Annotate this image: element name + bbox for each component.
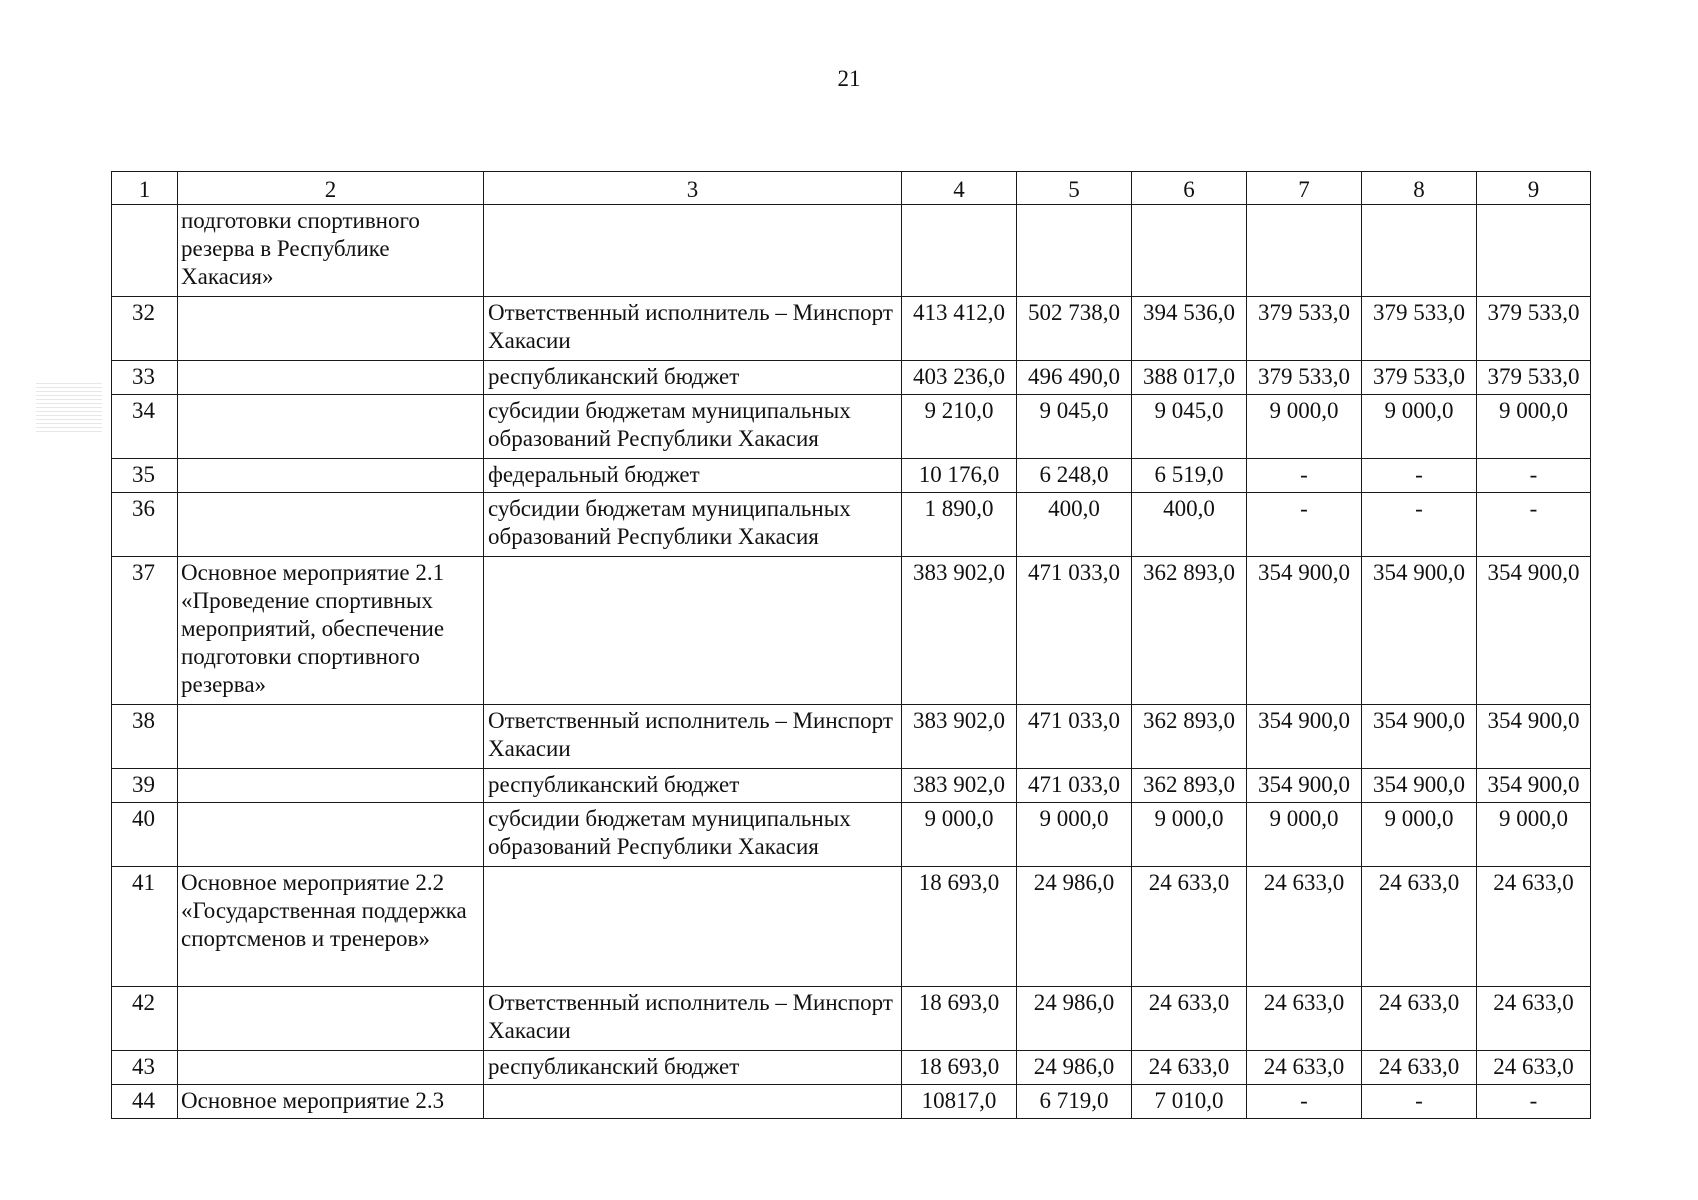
value-cell: 24 986,0	[1017, 1051, 1132, 1085]
value-cell: 354 900,0	[1477, 705, 1591, 769]
value-cell: 18 693,0	[902, 1051, 1017, 1085]
table-row	[112, 297, 1591, 361]
value-cell: -	[1247, 1085, 1362, 1119]
activity-name	[178, 987, 484, 1051]
table-row	[112, 205, 1591, 297]
value-cell: 9 000,0	[1247, 395, 1362, 459]
row-number: 37	[112, 557, 178, 705]
table-row	[112, 1051, 1591, 1085]
value-cell: 24 633,0	[1132, 987, 1247, 1051]
value-cell: 379 533,0	[1477, 361, 1591, 395]
funding-source: субсидии бюджетам муниципальных образований Республики Хакасия	[484, 395, 902, 459]
value-cell	[1477, 205, 1591, 297]
value-cell: 9 000,0	[1132, 803, 1247, 867]
funding-source	[484, 1085, 902, 1119]
value-cell: 24 633,0	[1132, 867, 1247, 987]
header-cell-8: 8	[1362, 172, 1477, 205]
value-cell: 24 986,0	[1017, 987, 1132, 1051]
value-cell: 362 893,0	[1132, 769, 1247, 803]
value-cell: -	[1477, 1085, 1591, 1119]
table-row	[112, 459, 1591, 493]
value-cell: 354 900,0	[1247, 769, 1362, 803]
value-cell: 24 633,0	[1477, 987, 1591, 1051]
value-cell: 7 010,0	[1132, 1085, 1247, 1119]
value-cell: 24 633,0	[1477, 867, 1591, 987]
funding-source: республиканский бюджет	[484, 1051, 902, 1085]
header-cell-9: 9	[1477, 172, 1591, 205]
value-cell: 24 633,0	[1247, 987, 1362, 1051]
row-number: 36	[112, 493, 178, 557]
value-cell: -	[1247, 493, 1362, 557]
row-number: 35	[112, 459, 178, 493]
value-cell: 354 900,0	[1247, 557, 1362, 705]
value-cell: 9 000,0	[1477, 395, 1591, 459]
header-cell-3: 3	[484, 172, 902, 205]
value-cell: 362 893,0	[1132, 557, 1247, 705]
value-cell: 383 902,0	[902, 705, 1017, 769]
activity-name: подготовки спортивного резерва в Республике Хакасия»	[178, 205, 484, 297]
value-cell: 388 017,0	[1132, 361, 1247, 395]
value-cell: 24 633,0	[1247, 867, 1362, 987]
value-cell: 10817,0	[902, 1085, 1017, 1119]
row-number: 33	[112, 361, 178, 395]
funding-source: субсидии бюджетам муниципальных образований Республики Хакасия	[484, 803, 902, 867]
value-cell: -	[1362, 1085, 1477, 1119]
funding-source	[484, 205, 902, 297]
budget-table	[111, 171, 1591, 1119]
value-cell: 9 000,0	[1362, 395, 1477, 459]
value-cell: 9 210,0	[902, 395, 1017, 459]
value-cell: 9 000,0	[1362, 803, 1477, 867]
activity-name	[178, 459, 484, 493]
table-row	[112, 361, 1591, 395]
value-cell: 6 519,0	[1132, 459, 1247, 493]
value-cell: 6 248,0	[1017, 459, 1132, 493]
row-number: 40	[112, 803, 178, 867]
value-cell: 502 738,0	[1017, 297, 1132, 361]
value-cell: 10 176,0	[902, 459, 1017, 493]
header-cell-4: 4	[902, 172, 1017, 205]
value-cell: 496 490,0	[1017, 361, 1132, 395]
table-row	[112, 705, 1591, 769]
table-row	[112, 987, 1591, 1051]
value-cell: 354 900,0	[1247, 705, 1362, 769]
value-cell: 24 986,0	[1017, 867, 1132, 987]
value-cell: -	[1477, 459, 1591, 493]
funding-source	[484, 867, 902, 987]
activity-name	[178, 493, 484, 557]
activity-name	[178, 769, 484, 803]
value-cell: 394 536,0	[1132, 297, 1247, 361]
value-cell: 379 533,0	[1477, 297, 1591, 361]
value-cell: 379 533,0	[1362, 361, 1477, 395]
page-number: 21	[837, 66, 861, 91]
funding-source: Ответственный исполнитель – Минспорт Хакасии	[484, 987, 902, 1051]
activity-name: Основное мероприятие 2.1 «Проведение спортивных мероприятий, обеспечение подготовки спортивного резерва»	[178, 557, 484, 705]
value-cell: 6 719,0	[1017, 1085, 1132, 1119]
value-cell: -	[1362, 459, 1477, 493]
value-cell: 18 693,0	[902, 867, 1017, 987]
row-number: 39	[112, 769, 178, 803]
value-cell: 24 633,0	[1477, 1051, 1591, 1085]
value-cell: 471 033,0	[1017, 557, 1132, 705]
value-cell: 354 900,0	[1477, 557, 1591, 705]
row-number	[112, 205, 178, 297]
value-cell: 9 000,0	[1247, 803, 1362, 867]
activity-name	[178, 705, 484, 769]
header-cell-2: 2	[178, 172, 484, 205]
header-cell-1: 1	[112, 172, 178, 205]
funding-source: республиканский бюджет	[484, 769, 902, 803]
value-cell: 354 900,0	[1362, 557, 1477, 705]
value-cell: -	[1247, 459, 1362, 493]
row-number: 44	[112, 1085, 178, 1119]
value-cell: 24 633,0	[1362, 1051, 1477, 1085]
value-cell: 383 902,0	[902, 769, 1017, 803]
table-row	[112, 395, 1591, 459]
funding-source: Ответственный исполнитель – Минспорт Хакасии	[484, 297, 902, 361]
value-cell	[1362, 205, 1477, 297]
row-number: 38	[112, 705, 178, 769]
activity-name: Основное мероприятие 2.3	[178, 1085, 484, 1119]
table-row	[112, 867, 1591, 987]
value-cell: 400,0	[1017, 493, 1132, 557]
activity-name	[178, 803, 484, 867]
value-cell: 1 890,0	[902, 493, 1017, 557]
value-cell: 413 412,0	[902, 297, 1017, 361]
funding-source	[484, 557, 902, 705]
value-cell: 379 533,0	[1247, 297, 1362, 361]
table-row	[112, 557, 1591, 705]
value-cell: 9 000,0	[902, 803, 1017, 867]
table-row	[112, 1085, 1591, 1119]
value-cell: 362 893,0	[1132, 705, 1247, 769]
value-cell: 379 533,0	[1362, 297, 1477, 361]
row-number: 41	[112, 867, 178, 987]
row-number: 32	[112, 297, 178, 361]
activity-name	[178, 297, 484, 361]
value-cell: 9 045,0	[1132, 395, 1247, 459]
value-cell: 400,0	[1132, 493, 1247, 557]
value-cell: 18 693,0	[902, 987, 1017, 1051]
activity-name: Основное мероприятие 2.2 «Государственная поддержка спортсменов и тренеров»	[178, 867, 484, 987]
value-cell: 354 900,0	[1362, 769, 1477, 803]
value-cell: -	[1477, 493, 1591, 557]
activity-name	[178, 1051, 484, 1085]
table-header-row	[112, 172, 1591, 205]
value-cell: 24 633,0	[1362, 867, 1477, 987]
value-cell: 471 033,0	[1017, 769, 1132, 803]
value-cell: 24 633,0	[1362, 987, 1477, 1051]
funding-source: республиканский бюджет	[484, 361, 902, 395]
value-cell: 9 000,0	[1477, 803, 1591, 867]
table-row	[112, 803, 1591, 867]
row-number: 42	[112, 987, 178, 1051]
value-cell: 471 033,0	[1017, 705, 1132, 769]
header-cell-6: 6	[1132, 172, 1247, 205]
table-row	[112, 769, 1591, 803]
scan-artifact	[36, 380, 102, 432]
value-cell: 403 236,0	[902, 361, 1017, 395]
value-cell: 379 533,0	[1247, 361, 1362, 395]
funding-source: Ответственный исполнитель – Минспорт Хакасии	[484, 705, 902, 769]
row-number: 34	[112, 395, 178, 459]
value-cell: 9 045,0	[1017, 395, 1132, 459]
value-cell: 354 900,0	[1477, 769, 1591, 803]
funding-source: субсидии бюджетам муниципальных образований Республики Хакасия	[484, 493, 902, 557]
funding-source: федеральный бюджет	[484, 459, 902, 493]
value-cell: -	[1362, 493, 1477, 557]
value-cell: 24 633,0	[1247, 1051, 1362, 1085]
header-cell-7: 7	[1247, 172, 1362, 205]
header-cell-5: 5	[1017, 172, 1132, 205]
value-cell	[1017, 205, 1132, 297]
activity-name	[178, 361, 484, 395]
value-cell	[902, 205, 1017, 297]
value-cell: 24 633,0	[1132, 1051, 1247, 1085]
value-cell	[1132, 205, 1247, 297]
activity-name	[178, 395, 484, 459]
table-row	[112, 493, 1591, 557]
value-cell: 9 000,0	[1017, 803, 1132, 867]
value-cell: 354 900,0	[1362, 705, 1477, 769]
value-cell: 383 902,0	[902, 557, 1017, 705]
value-cell	[1247, 205, 1362, 297]
row-number: 43	[112, 1051, 178, 1085]
